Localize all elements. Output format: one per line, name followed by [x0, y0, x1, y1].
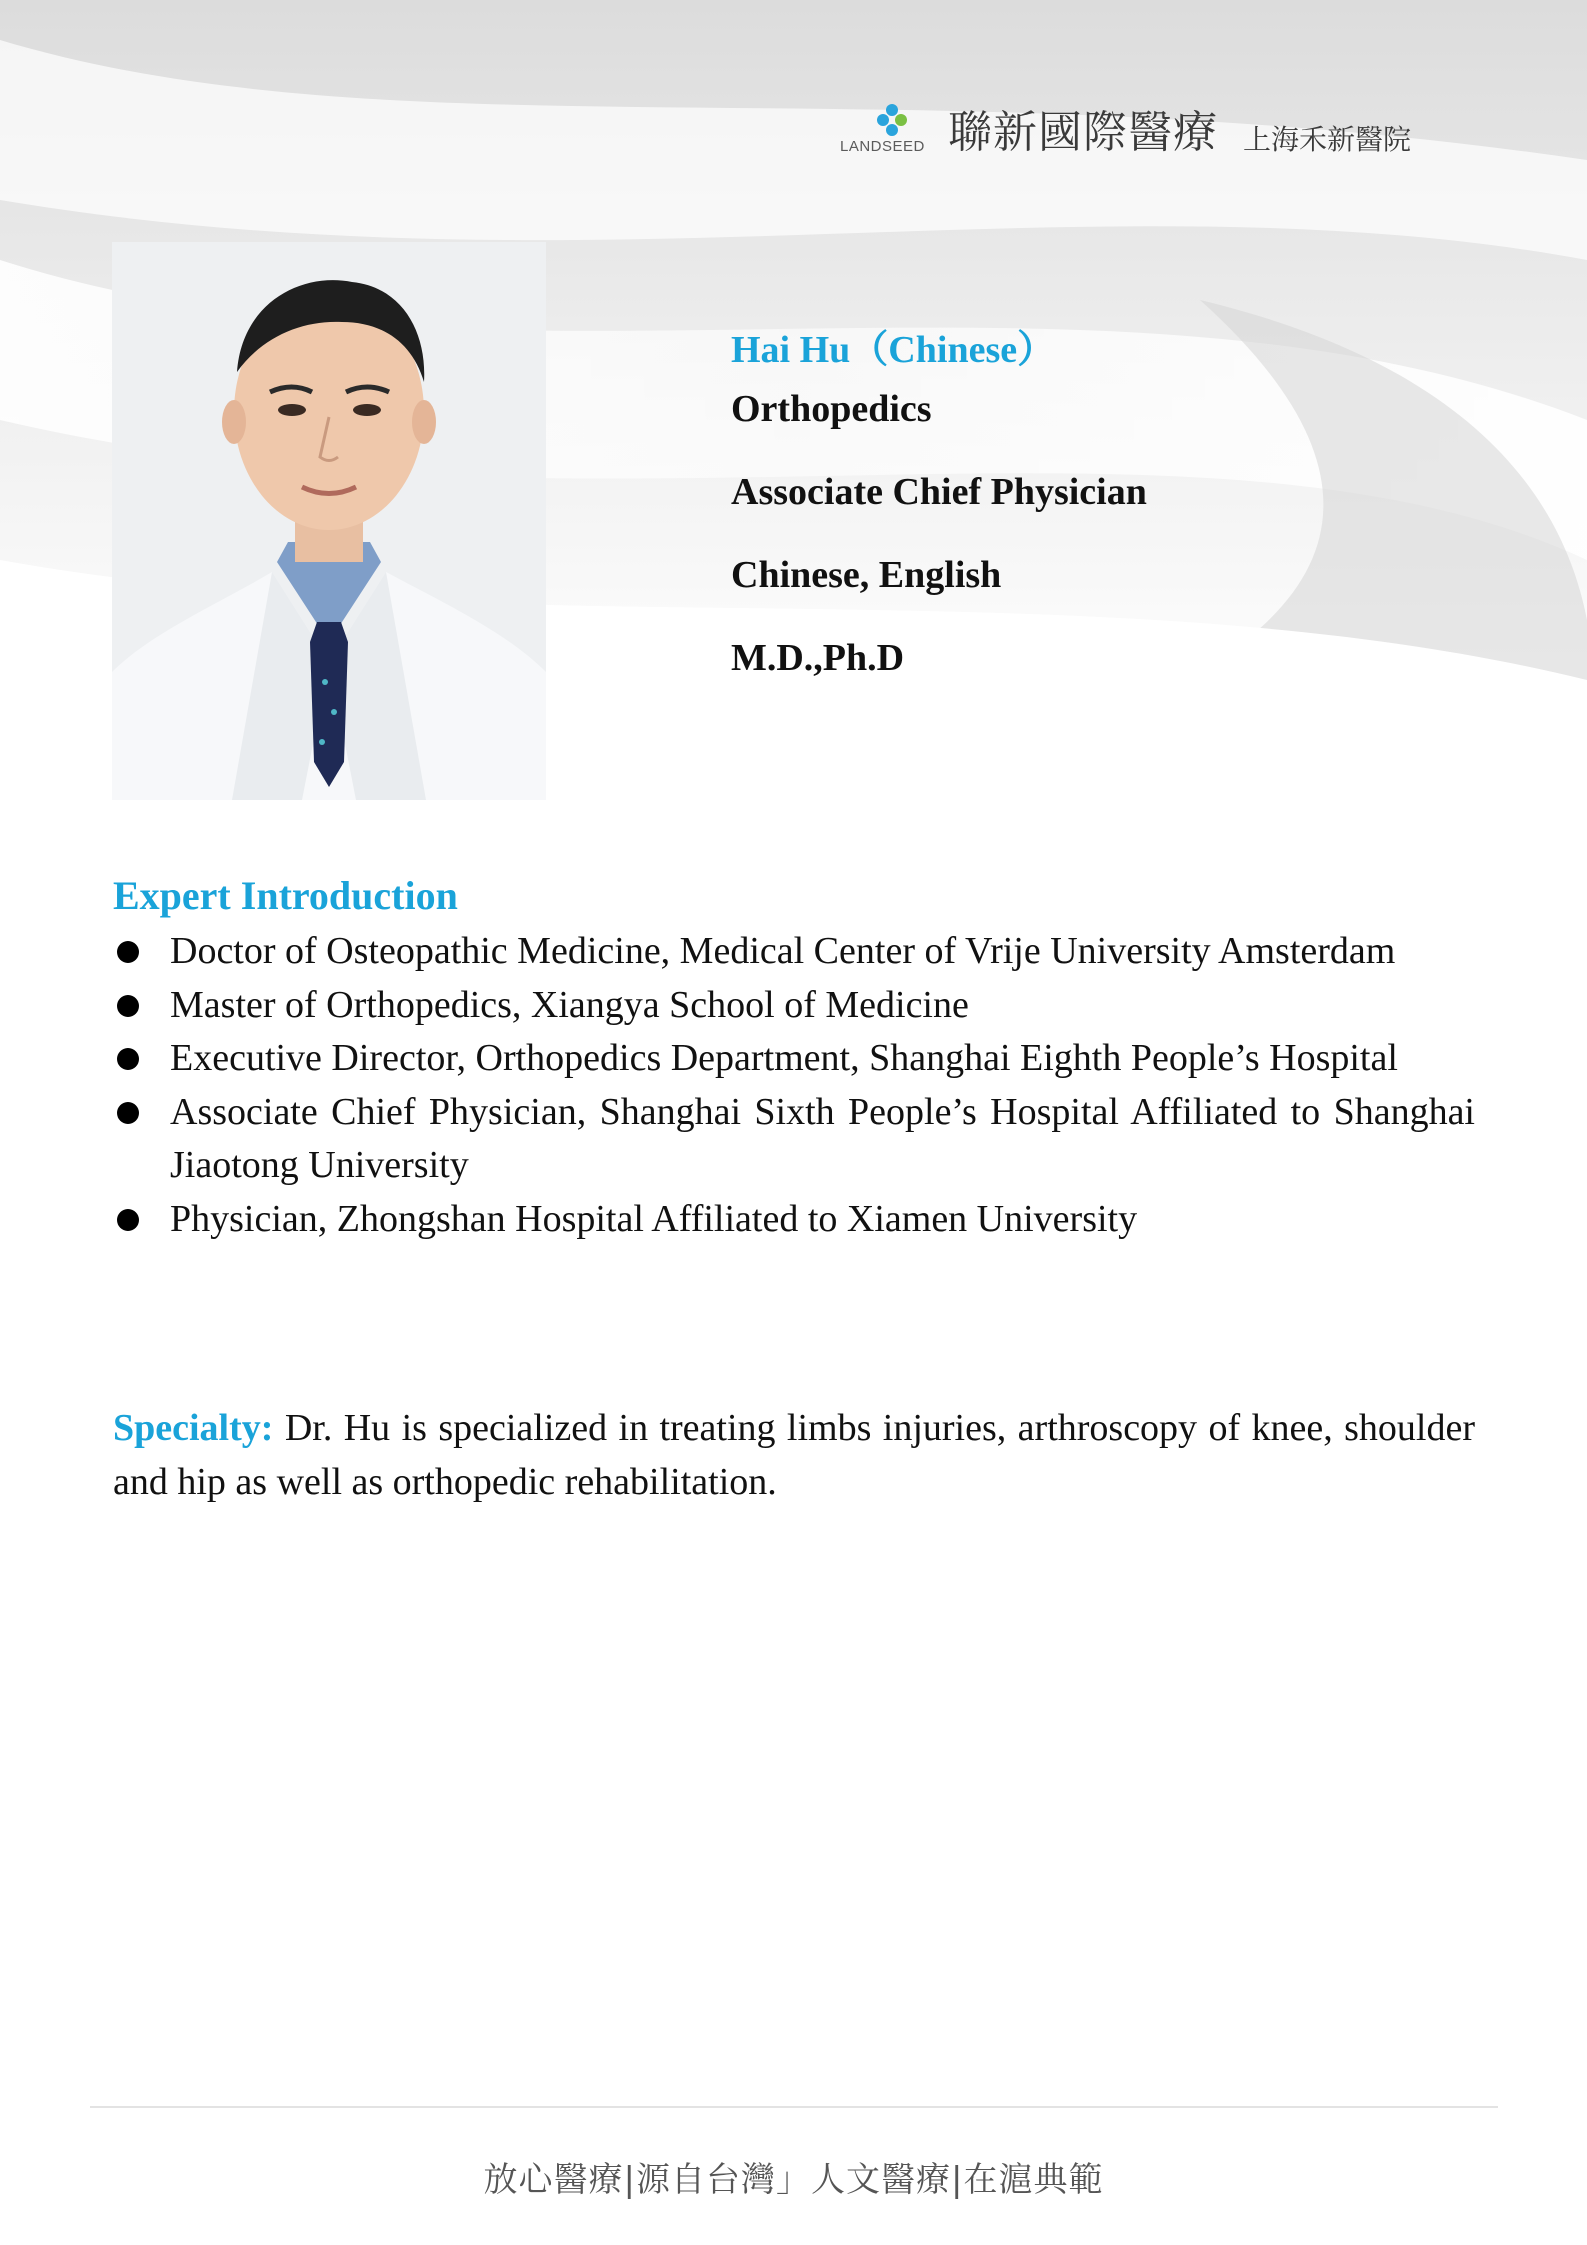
doctor-name: Hai Hu（Chinese）	[731, 329, 1056, 371]
list-item	[113, 925, 1475, 979]
introduction-list	[113, 925, 1475, 1246]
bullet-icon	[117, 1209, 139, 1231]
bullet-icon	[117, 941, 139, 963]
footer-slogan: 放心醫療|源自台灣」人文醫療|在滬典範	[483, 2160, 1104, 2200]
bullet-icon	[117, 995, 139, 1017]
list-item-text: Doctor of Osteopathic Medicine, Medical Center of Vrije University Amsterdam	[170, 930, 1396, 972]
logo-english-text: LANDSEED	[840, 138, 925, 155]
list-item	[113, 1086, 1475, 1193]
footer-divider	[90, 2106, 1498, 2108]
doctor-department: Orthopedics	[731, 388, 932, 430]
doctor-degree: M.D.,Ph.D	[731, 637, 905, 679]
expert-introduction-heading: Expert Introduction	[113, 873, 458, 918]
list-item-text: Executive Director, Orthopedics Department, Shanghai Eighth People’s Hospital	[170, 1037, 1398, 1079]
doctor-title: Associate Chief Physician	[731, 471, 1147, 513]
specialty-text: Dr. Hu is specialized in treating limbs injuries, arthroscopy of knee, shoulder and hip as well as orthopedic rehabilitation.	[113, 1407, 1476, 1503]
clover-logo-icon	[872, 102, 912, 142]
doctor-portrait-icon	[112, 242, 546, 800]
list-item	[113, 1193, 1475, 1247]
list-item-text: Master of Orthopedics, Xiangya School of Medicine	[170, 983, 969, 1026]
bullet-icon	[117, 1102, 139, 1124]
list-item	[113, 1032, 1475, 1086]
logo-chinese-text: 聯新國際醫療	[948, 107, 1218, 158]
list-item	[113, 979, 1475, 1033]
bullet-icon	[117, 1048, 139, 1070]
list-item-text: Physician, Zhongshan Hospital Affiliated to Xiamen University	[170, 1197, 1138, 1240]
specialty-label: Specialty:	[113, 1407, 274, 1449]
logo-hospital-name: 上海禾新醫院	[1243, 123, 1412, 156]
doctor-photo	[112, 242, 546, 800]
specialty-paragraph	[113, 1402, 1475, 1509]
list-item-text: Associate Chief Physician, Shanghai Sixth People’s Hospital Affiliated to Shanghai Jiaotong University	[170, 1090, 1475, 1186]
doctor-languages: Chinese, English	[731, 554, 1002, 596]
